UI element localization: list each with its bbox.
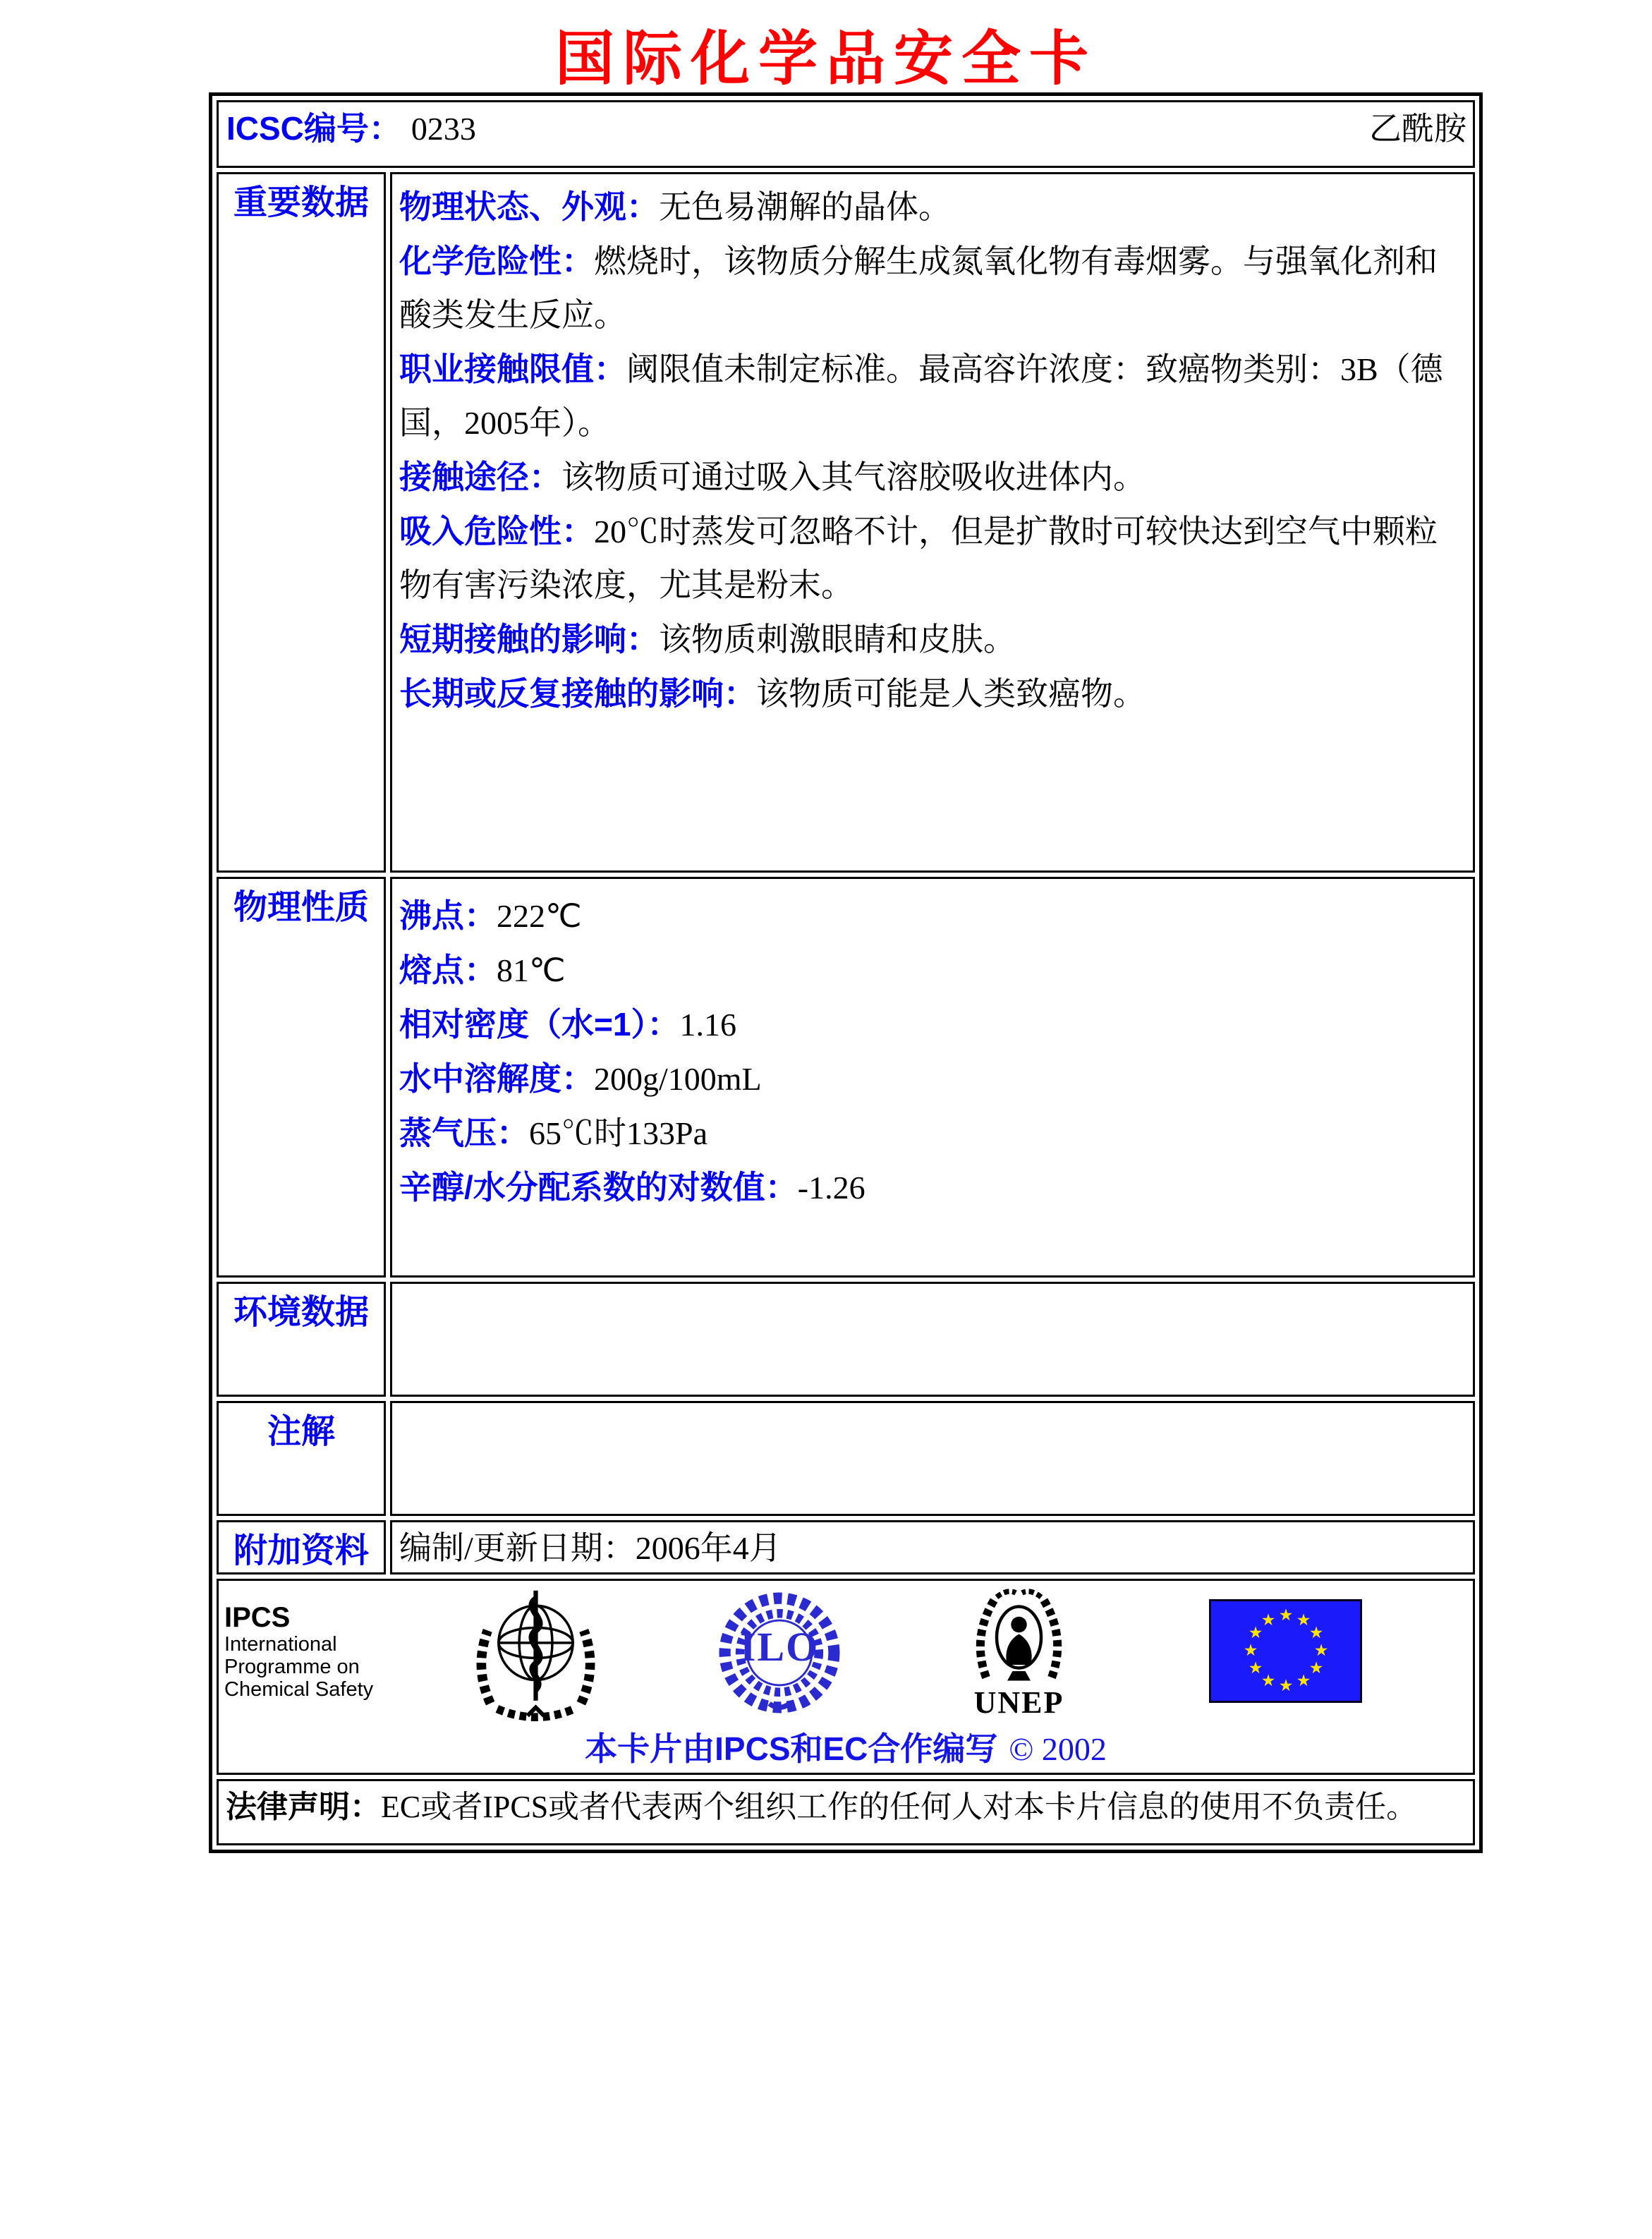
notes-row-label: 注解: [217, 1401, 386, 1516]
legal-label: 法律声明：: [226, 1790, 381, 1824]
unep-emblem-graphic: [961, 1582, 1077, 1688]
additional-info-content: [390, 1520, 1475, 1574]
eu-star-icon: ★: [1248, 1659, 1263, 1677]
physical-properties-content: [390, 877, 1475, 1278]
unep-logo-icon: [961, 1582, 1077, 1734]
icsc-number-value: 0233: [411, 111, 476, 147]
field-inhalation-risk: 吸入危险性：20℃时蒸发可忽略不计，但是扩散时可较快达到空气中颗粒物有害污染浓度，尤其是粉末。: [399, 513, 1438, 603]
environmental-data-row-label: 环境数据: [217, 1282, 386, 1397]
update-date-label: 编制/更新日期：: [399, 1530, 636, 1566]
field-boiling-point: 沸点：222℃: [399, 897, 582, 934]
field-exposure-route: 接触途径：该物质可通过吸入其气溶胶吸收进体内。: [399, 459, 1146, 495]
field-chemical-danger: 化学危险性：燃烧时，该物质分解生成氮氧化物有毒烟雾。与强氧化剂和酸类发生反应。: [399, 243, 1438, 333]
additional-info-row: [217, 1520, 1475, 1574]
field-short-term-effect: 短期接触的影响：该物质刺激眼睛和皮肤。: [399, 621, 1016, 657]
eu-star-icon: ★: [1261, 1672, 1276, 1690]
legal-text: EC或者IPCS或者代表两个组织工作的任何人对本卡片信息的使用不负责任。: [381, 1790, 1418, 1824]
notes-row: [217, 1401, 1475, 1516]
chemical-name: 乙酰胺: [1369, 111, 1466, 147]
important-data-row: [217, 172, 1475, 873]
caption-main-text: 本卡片由IPCS和EC合作编写: [585, 1730, 998, 1767]
unep-logo-text: UNEP: [973, 1685, 1064, 1720]
legal-row: [217, 1779, 1475, 1845]
ipcs-acronym: IPCS: [224, 1602, 291, 1633]
eu-star-icon: ★: [1308, 1624, 1324, 1642]
header-row: [217, 100, 1475, 168]
field-occupational-limit: 职业接触限值：阈限值未制定标准。最高容许浓度：致癌物类别：3B（德国，2005年）。: [399, 351, 1443, 441]
notes-content: [390, 1401, 1475, 1516]
ilo-logo-text: ILO: [739, 1624, 820, 1670]
eu-star-icon: ★: [1261, 1611, 1276, 1630]
eu-star-icon: ★: [1313, 1642, 1329, 1660]
footer-caption: [219, 1723, 1473, 1770]
field-physical-state: 物理状态、外观：无色易潮解的晶体。: [399, 188, 951, 225]
field-relative-density: 相对密度（水=1）：1.16: [399, 1006, 736, 1043]
eu-flag-icon: [1209, 1599, 1362, 1703]
important-data-row-label: 重要数据: [217, 172, 386, 873]
environmental-data-content: [390, 1282, 1475, 1397]
physical-properties-row: [217, 877, 1475, 1278]
caption-year-text: © 2002: [1009, 1731, 1107, 1767]
additional-info-row-label: 附加资料: [217, 1520, 386, 1574]
header-cell: [217, 100, 1475, 168]
icsc-number-group: [226, 103, 476, 150]
eu-star-icon: ★: [1308, 1659, 1324, 1677]
eu-star-icon: ★: [1278, 1677, 1294, 1695]
update-date-value: 2006年4月: [635, 1530, 782, 1566]
ilo-logo-icon: [712, 1589, 846, 1716]
eu-star-icon: ★: [1248, 1624, 1263, 1642]
field-octanol-water: 辛醇/水分配系数的对数值：-1.26: [399, 1169, 866, 1206]
environmental-data-row: [217, 1282, 1475, 1397]
important-data-content: [390, 172, 1475, 873]
eu-star-icon: ★: [1296, 1611, 1311, 1630]
field-water-solubility: 水中溶解度：200g/100mL: [399, 1060, 762, 1097]
eu-star-icon: ★: [1278, 1606, 1294, 1625]
eu-star-icon: ★: [1243, 1642, 1258, 1660]
field-melting-point: 熔点：81℃: [399, 952, 566, 988]
logos-row: [217, 1579, 1475, 1775]
safety-card-table: [209, 92, 1483, 1853]
who-logo-icon: [467, 1585, 605, 1723]
page-title: 国际化学品安全卡: [554, 25, 1097, 92]
eu-star-icon: ★: [1296, 1672, 1311, 1690]
legal-cell: [217, 1779, 1475, 1845]
icsc-number-label: ICSC编号：: [226, 110, 401, 147]
physical-properties-row-label: 物理性质: [217, 877, 386, 1278]
field-long-term-effect: 长期或反复接触的影响：该物质可能是人类致癌物。: [399, 675, 1146, 712]
logos-cell: [217, 1579, 1475, 1775]
field-vapor-pressure: 蒸气压：65℃时133Pa: [399, 1115, 707, 1151]
ipcs-text-block: IPCS International Programme on Chemical Safety: [224, 1602, 374, 1701]
